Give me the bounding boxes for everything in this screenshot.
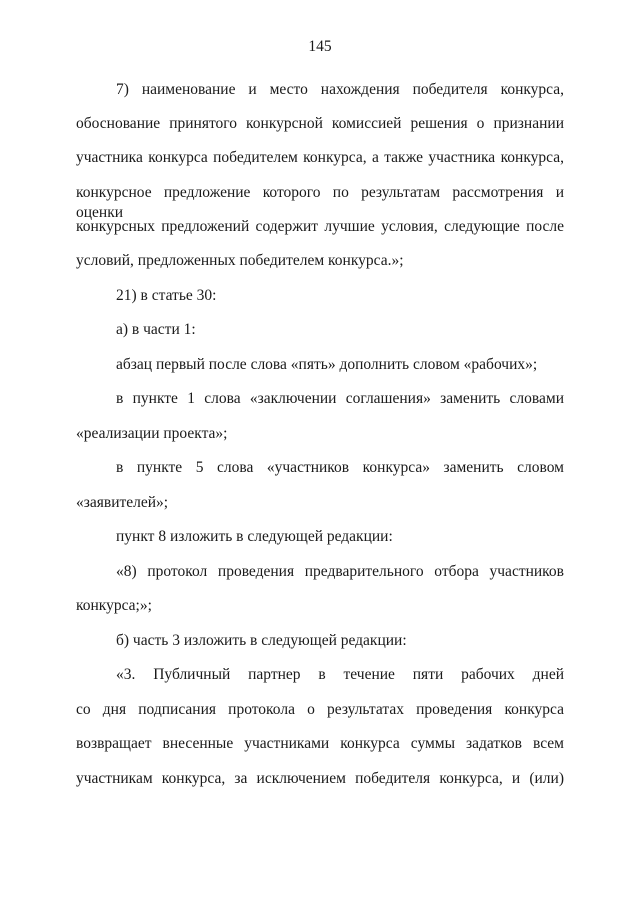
text-line: «8) протокол проведения предварительного отбора участников <box>116 563 564 580</box>
text-line: участникам конкурса, за исключением победителя конкурса, и (или) <box>76 770 564 787</box>
text-line: абзац первый после слова «пять» дополнить словом «рабочих»; <box>116 356 538 373</box>
text-line: «заявителей»; <box>76 494 169 511</box>
text-line: б) часть 3 изложить в следующей редакции: <box>116 632 407 649</box>
text-line: «реализации проекта»; <box>76 425 228 442</box>
text-line: в пункте 1 слова «заключении соглашения» заменить словами <box>116 390 564 407</box>
text-line: конкурсное предложение которого по результатам рассмотрения и оценки <box>76 184 564 221</box>
text-line: участника конкурса победителем конкурса, а также участника конкурса, <box>76 149 564 166</box>
text-line: а) в части 1: <box>116 321 196 338</box>
text-line: обоснование принятого конкурсной комиссией решения о признании <box>76 115 564 132</box>
text-line: 21) в статье 30: <box>116 287 217 304</box>
text-line: условий, предложенных победителем конкурса.»; <box>76 252 404 269</box>
text-line: со дня подписания протокола о результатах проведения конкурса <box>76 701 564 718</box>
text-line: конкурса;»; <box>76 597 152 614</box>
text-line: в пункте 5 слова «участников конкурса» заменить словом <box>116 459 564 476</box>
text-line: конкурсных предложений содержит лучшие условия, следующие после <box>76 218 564 235</box>
text-line: возвращает внесенные участниками конкурса суммы задатков всем <box>76 735 564 752</box>
page-number: 145 <box>308 38 332 55</box>
text-line: 7) наименование и место нахождения победителя конкурса, <box>116 81 564 98</box>
text-line: пункт 8 изложить в следующей редакции: <box>116 528 393 545</box>
text-line: «3. Публичный партнер в течение пяти рабочих дней <box>116 666 564 683</box>
